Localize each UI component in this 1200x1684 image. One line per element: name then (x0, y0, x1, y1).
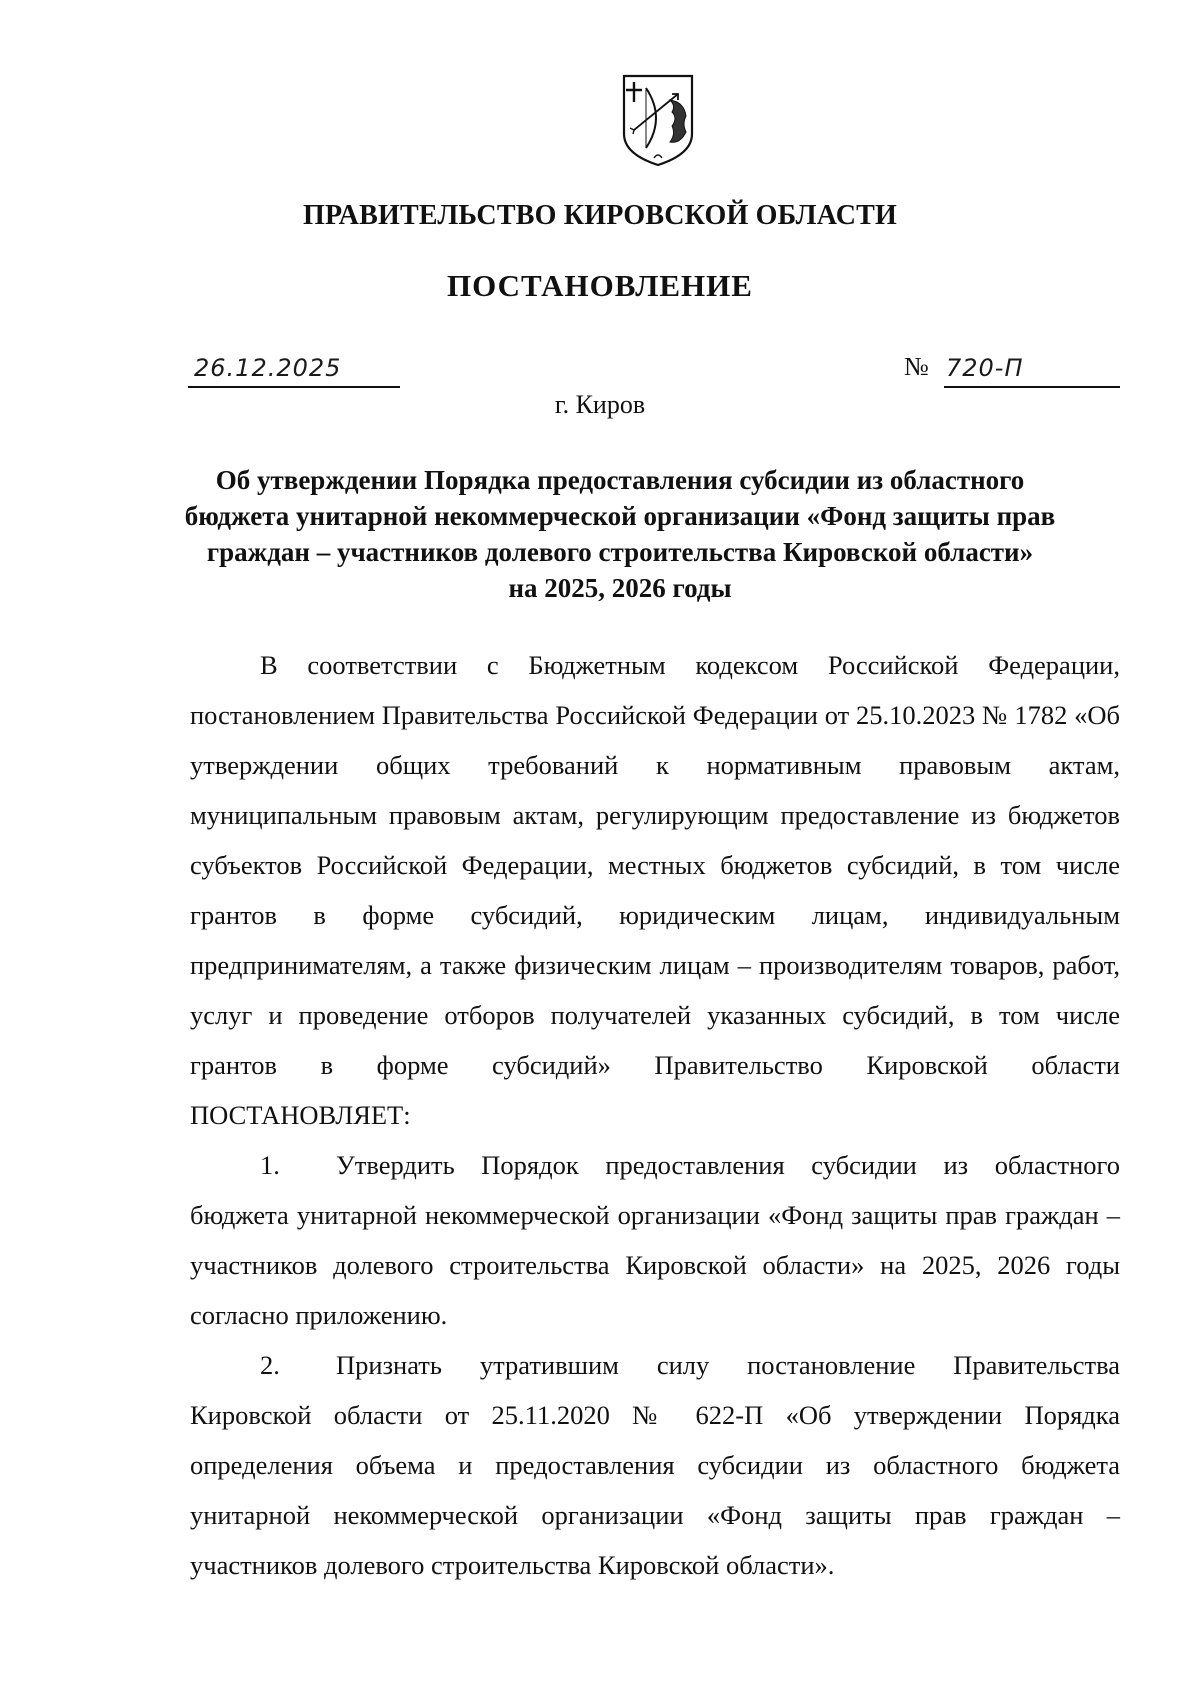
item-number: 1. (260, 1150, 280, 1180)
item-text: Утвердить Порядок предоставления субсидии из областного бюджета унитарной некоммерческой организации «Фонд защиты прав граждан – участников долевого строительства Кировской области» на 2025, 2026 годы согласно приложению. (190, 1150, 1120, 1330)
resolution-item-1 (190, 1140, 1120, 1340)
item-number: 2. (260, 1350, 280, 1380)
city: г. Киров (554, 390, 646, 419)
document-number: 720-П (946, 354, 1024, 382)
title-line: бюджета унитарной некоммерческой организации «Фонд защиты прав (184, 501, 1056, 531)
number-field (944, 352, 1120, 388)
document-body (190, 640, 1120, 1590)
title-line: граждан – участников долевого строительства Кировской области» (206, 537, 1034, 567)
item-text: Признать утратившим силу постановление Правительства Кировской области от 25.11.2020 № 622-П «Об утверждении Порядка определения объема и предоставления субсидии из областного бюджета унитарной некоммерческой организации «Фонд защиты прав граждан – участников долевого строительства Кировской области». (190, 1350, 1120, 1580)
title-line: Об утверждении Порядка предоставления субсидии из областного (215, 465, 1025, 495)
date-field (188, 352, 400, 388)
organization-name: ПРАВИТЕЛЬСТВО КИРОВСКОЙ ОБЛАСТИ (302, 200, 897, 231)
document-type: ПОСТАНОВЛЕНИЕ (447, 268, 753, 303)
number-label: № (904, 352, 929, 381)
title-line: на 2025, 2026 годы (508, 573, 732, 603)
preamble-paragraph: В соответствии с Бюджетным кодексом Российской Федерации, постановлением Правительства Российской Федерации от 25.10.2023 № 1782 «Об утверждении общих требований к нормативным правовым актам, муниципальным правовым актам, регулирующим предоставление из бюджетов субъектов Российской Федерации, местных бюджетов субсидий, в том числе грантов в форме субсидий, юридическим лицам, индивидуальным предпринимателям, а также физическим лицам – производителям товаров, работ, услуг и проведение отборов получателей указанных субсидий, в том числе грантов в форме субсидий» Правительство Кировской области ПОСТАНОВЛЯЕТ: (190, 650, 1120, 1130)
document-title (170, 462, 1070, 606)
resolution-item-2 (190, 1340, 1120, 1590)
kirov-coat-of-arms-icon (620, 72, 696, 168)
document-date: 26.12.2025 (194, 354, 342, 382)
